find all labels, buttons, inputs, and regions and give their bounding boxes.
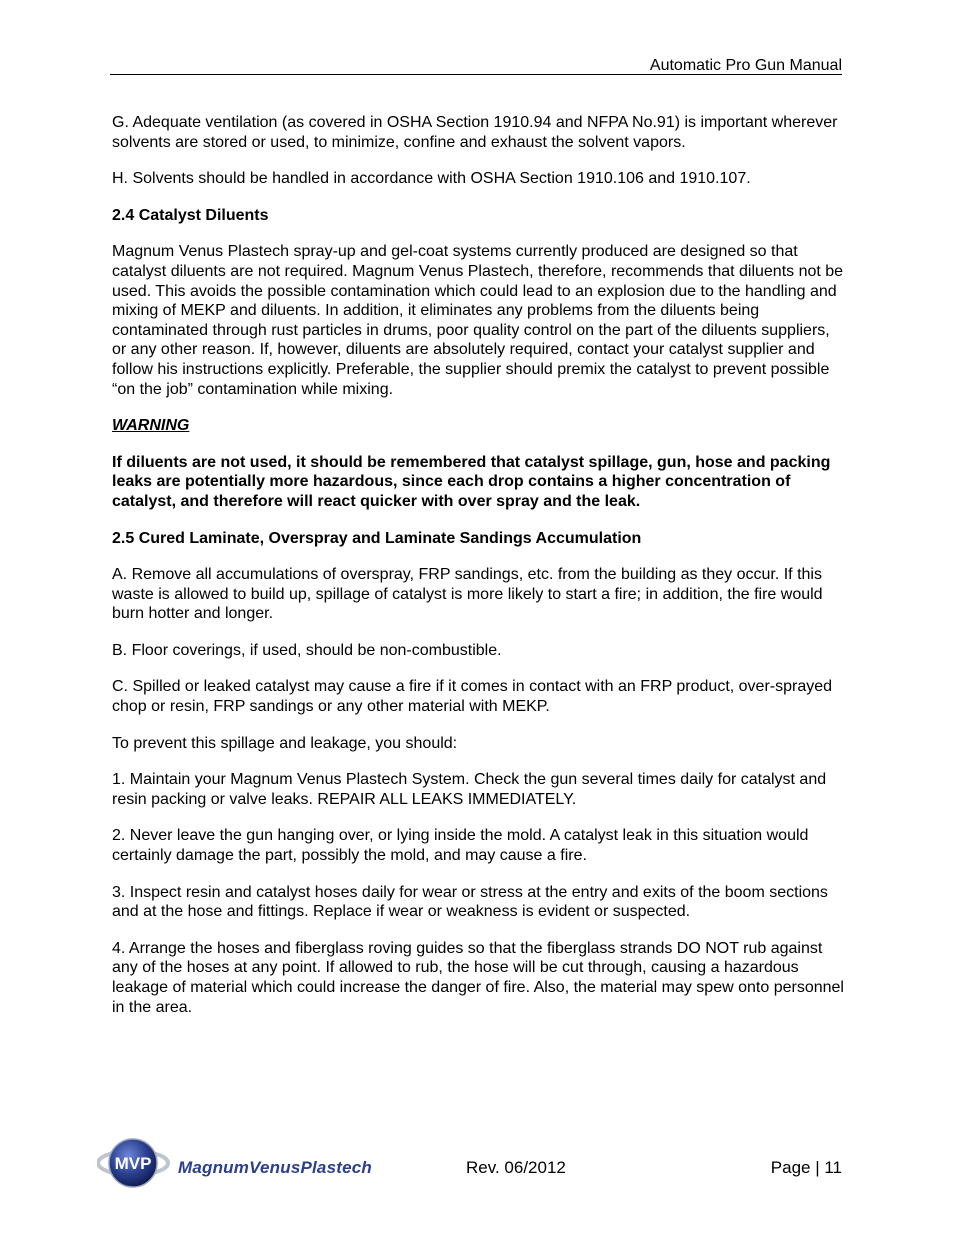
section-heading-2-4: 2.4 Catalyst Diluents xyxy=(112,206,269,224)
page-content xyxy=(112,113,844,1034)
paragraph-h: H. Solvents should be handled in accordance with OSHA Section 1910.106 and 1910.107. xyxy=(112,170,751,188)
logo-text: MagnumVenusPlastech xyxy=(178,1158,372,1177)
paragraph-diluents: Magnum Venus Plastech spray-up and gel-coat systems currently produced are designed so that catalyst diluents are not required. Magnum Venus Plastech, therefore, recommends that diluents not be used. This avoids the possible contamination which could lead to an explosion due to the handling and mixing of MEKP and diluents. In addition, it eliminates any problems from the diluents being contaminated through rust particles in drums, poor quality control on the part of the diluents suppliers, or any other reason. If, however, diluents are absolutely required, contact your catalyst supplier and follow his instructions explicitly. Preferable, the supplier should premix the catalyst to prevent possible “on the job” contamination while mixing. xyxy=(112,243,844,398)
list-item-1: 1. Maintain your Magnum Venus Plastech System. Check the gun several times daily for catalyst and resin packing or valve leaks. REPAIR ALL LEAKS IMMEDIATELY. xyxy=(112,771,827,808)
paragraph-b: B. Floor coverings, if used, should be non-combustible. xyxy=(112,641,502,659)
warning-label: WARNING xyxy=(112,417,190,435)
paragraph-a: A. Remove all accumulations of overspray, FRP sandings, etc. from the building as they occur. If this waste is allowed to build up, spillage of catalyst is more likely to start a fire; in addition, the fire would burn hotter and longer. xyxy=(112,566,823,623)
warning-text: If diluents are not used, it should be remembered that catalyst spillage, gun, hose and packing leaks are potentially more hazardous, since each drop contains a higher concentration of catalyst, and therefore will react quicker with over spray and the leak. xyxy=(112,453,831,510)
header-title: Automatic Pro Gun Manual xyxy=(649,57,842,74)
list-item-3: 3. Inspect resin and catalyst hoses daily for wear or stress at the entry and exits of the boom sections and at the hose and fittings. Replace if wear or weakness is evident or suspected. xyxy=(112,883,828,921)
footer-page-number: Page | 11 xyxy=(770,1158,842,1177)
logo-mark: MVP xyxy=(114,1154,152,1173)
section-heading-2-5: 2.5 Cured Laminate, Overspray and Laminate Sandings Accumulation xyxy=(112,529,642,547)
paragraph-g: G. Adequate ventilation (as covered in OSHA Section 1910.94 and NFPA No.91) is important wherever solvents are stored or used, to minimize, confine and exhaust the solvent vapors. xyxy=(112,114,838,151)
paragraph-c: C. Spilled or leaked catalyst may cause a fire if it comes in contact with an FRP product, over-sprayed chop or resin, FRP sandings or any other material with MEKP. xyxy=(112,678,833,716)
list-item-4: 4. Arrange the hoses and fiberglass roving guides so that the fiberglass strands DO NOT rub against any of the hoses at any point. If allowed to rub, the hose will be cut through, causing a hazardous leakage of material which could increase the danger of fire. Also, the material may spew onto personnel in the area. xyxy=(112,939,844,1016)
header-rule xyxy=(110,74,842,75)
paragraph-prevent: To prevent this spillage and leakage, you should: xyxy=(112,734,458,752)
footer-revision: Rev. 06/2012 xyxy=(466,1158,566,1177)
list-item-2: 2. Never leave the gun hanging over, or lying inside the mold. A catalyst leak in this situation would certainly damage the part, possibly the mold, and may cause a fire. xyxy=(112,827,809,865)
